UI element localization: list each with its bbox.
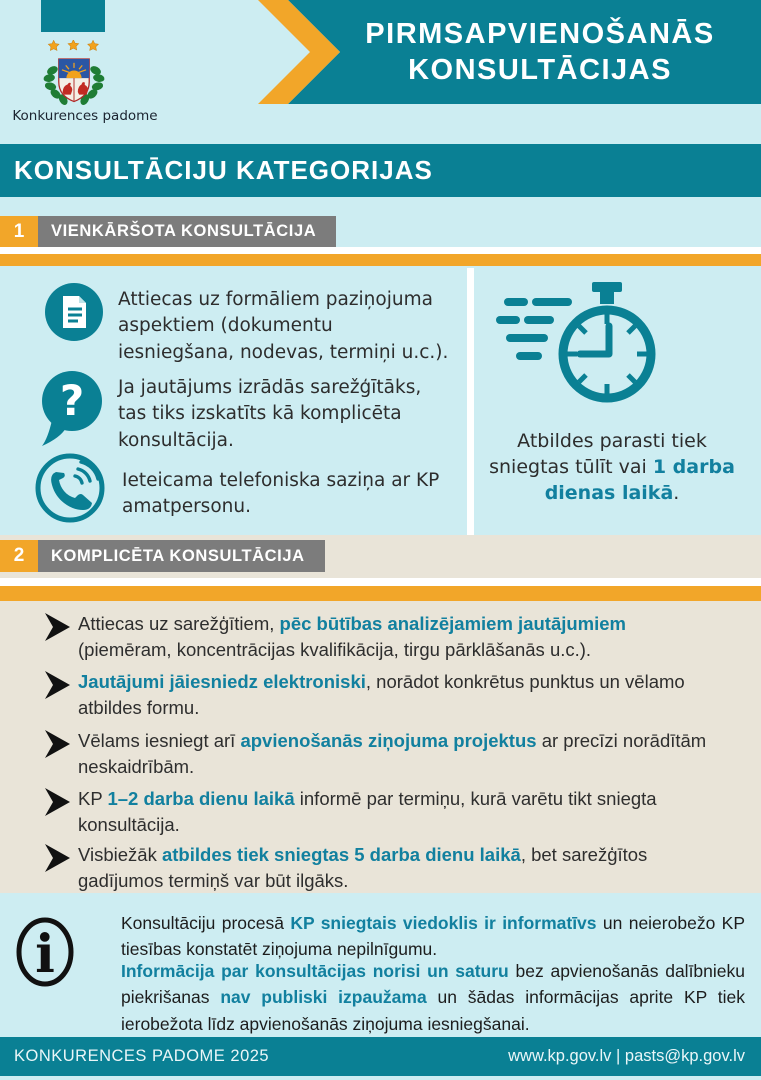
question-icon [38, 370, 104, 450]
plain-text: informē par termiņu, kurā varētu tikt sniegta konsultācija. [78, 788, 657, 835]
highlighted-text: 1 darba dienas laikā [544, 456, 735, 505]
plain-text: Konsultāciju procesā [121, 913, 291, 933]
plain-text: Atbildes parasti tiek sniegtas tūlīt vai [489, 430, 707, 479]
highlighted-text: KP sniegtais viedoklis ir informatīvs [290, 913, 597, 933]
footer-contacts [508, 1037, 745, 1076]
page-title-line2: KONSULTĀCIJAS [408, 54, 672, 87]
category2-banner [0, 540, 325, 572]
vertical-divider [467, 268, 474, 535]
note-paragraph [121, 958, 745, 1037]
note-paragraph [121, 910, 745, 963]
page-title [330, 16, 750, 89]
org-name: Konkurences padome [12, 108, 158, 124]
highlighted-text: apvienošanās ziņojuma projektus [240, 730, 537, 751]
plain-text: un neierobežo KP tiesības konstatēt ziņojuma nepilnīgumu. [121, 913, 746, 960]
category2-title: KOMPLICĒTA KONSULTĀCIJA [38, 540, 325, 572]
highlighted-text: atbildes tiek sniegtas 5 darba dienu laikā [161, 844, 521, 865]
bullet-item [40, 842, 720, 894]
plain-text: KP [78, 788, 108, 809]
plain-text: Attiecas uz sarežģītiem, [78, 613, 280, 634]
categories-band [0, 144, 761, 197]
highlighted-text: Jautājumi jāiesniedz elektroniski [78, 671, 366, 692]
category2-number: 2 [0, 540, 38, 572]
plain-text: bez apvienošanās dalībnieku piekrišanas [121, 961, 746, 1008]
footer-separator: | [616, 1047, 621, 1065]
bullet-item [40, 786, 720, 838]
footer-credit: KONKURENCES PADOME 2025 [14, 1047, 270, 1065]
coat-of-arms-icon [42, 40, 106, 106]
phone-icon [34, 452, 106, 524]
plain-text: un šādas informācijas aprite KP tiek ierobežota līdz apvienošanās ziņojuma iesniegšanai. [121, 987, 746, 1034]
highlighted-text: pēc būtības analizējamiem jautājumiem [279, 613, 627, 634]
orange-bar [0, 254, 761, 266]
category1-number: 1 [0, 216, 38, 247]
arrow-bullet-icon [40, 787, 78, 817]
bullet-text [78, 669, 718, 721]
category1-title: VIENKĀRŠOTA KONSULTĀCIJA [38, 216, 336, 247]
bullet-text [78, 611, 718, 663]
page-title-line1: PIRMSAPVIENOŠANĀS [365, 18, 715, 50]
highlighted-text: nav publiski izpaužama [220, 987, 427, 1008]
arrow-bullet-icon [40, 612, 78, 642]
bullet-item [40, 669, 720, 721]
divider-strip [0, 578, 761, 586]
bullet-text [78, 842, 718, 894]
orange-bar [0, 586, 761, 601]
document-icon [44, 282, 104, 342]
divider-strip [0, 247, 761, 254]
logo-accent-square [41, 0, 105, 32]
stopwatch-icon [492, 280, 670, 414]
plain-text: . [673, 482, 680, 505]
info-icon [16, 916, 74, 988]
plain-text: Visbiežāk [78, 844, 162, 865]
highlighted-text: 1–2 darba dienu laikā [107, 788, 295, 809]
bullet-text [78, 728, 718, 780]
category1-item-text: Ieteicama telefoniska saziņa ar KP amatpersonu. [122, 470, 440, 518]
svg-text:?: ? [59, 376, 85, 425]
arrow-bullet-icon [40, 729, 78, 759]
plain-text: , norādot konkrētus punktus un vēlamo atbildes formu. [78, 671, 685, 718]
categories-band-title: KONSULTĀCIJU KATEGORIJAS [14, 155, 433, 185]
category1-item-text: Ja jautājums izrādās sarežģītāks, tas tiks izskatīts kā komplicēta konsultācija. [118, 377, 422, 451]
category1-banner [0, 216, 336, 247]
plain-text: ar precīzi norādītām neskaidrībām. [78, 730, 707, 777]
bullet-text [78, 786, 718, 838]
svg-text:i: i [35, 924, 55, 985]
footer-email-link[interactable]: pasts@kp.gov.lv [624, 1047, 745, 1065]
highlighted-text: Informācija par konsultācijas norisi un saturu [121, 961, 509, 981]
arrow-bullet-icon [40, 670, 78, 700]
bullet-item [40, 728, 720, 780]
bottom-edge-strip [0, 1076, 761, 1080]
plain-text: Vēlams iesniegt arī [78, 730, 241, 751]
plain-text: (piemēram, koncentrācijas kvalifikācija, tirgu pārklāšanās u.c.). [78, 638, 592, 660]
category1-response-note [478, 428, 746, 507]
arrow-bullet-icon [40, 843, 78, 873]
bullet-item [40, 611, 720, 663]
footer-website-link[interactable]: www.kp.gov.lv [508, 1047, 612, 1065]
category1-item-text: Attiecas uz formāliem paziņojuma aspektiem (dokumentu iesniegšana, nodevas, termiņi u.c.). [118, 289, 449, 363]
plain-text: , bet sarežģītos gadījumos termiņš var būt ilgāks. [78, 844, 648, 891]
